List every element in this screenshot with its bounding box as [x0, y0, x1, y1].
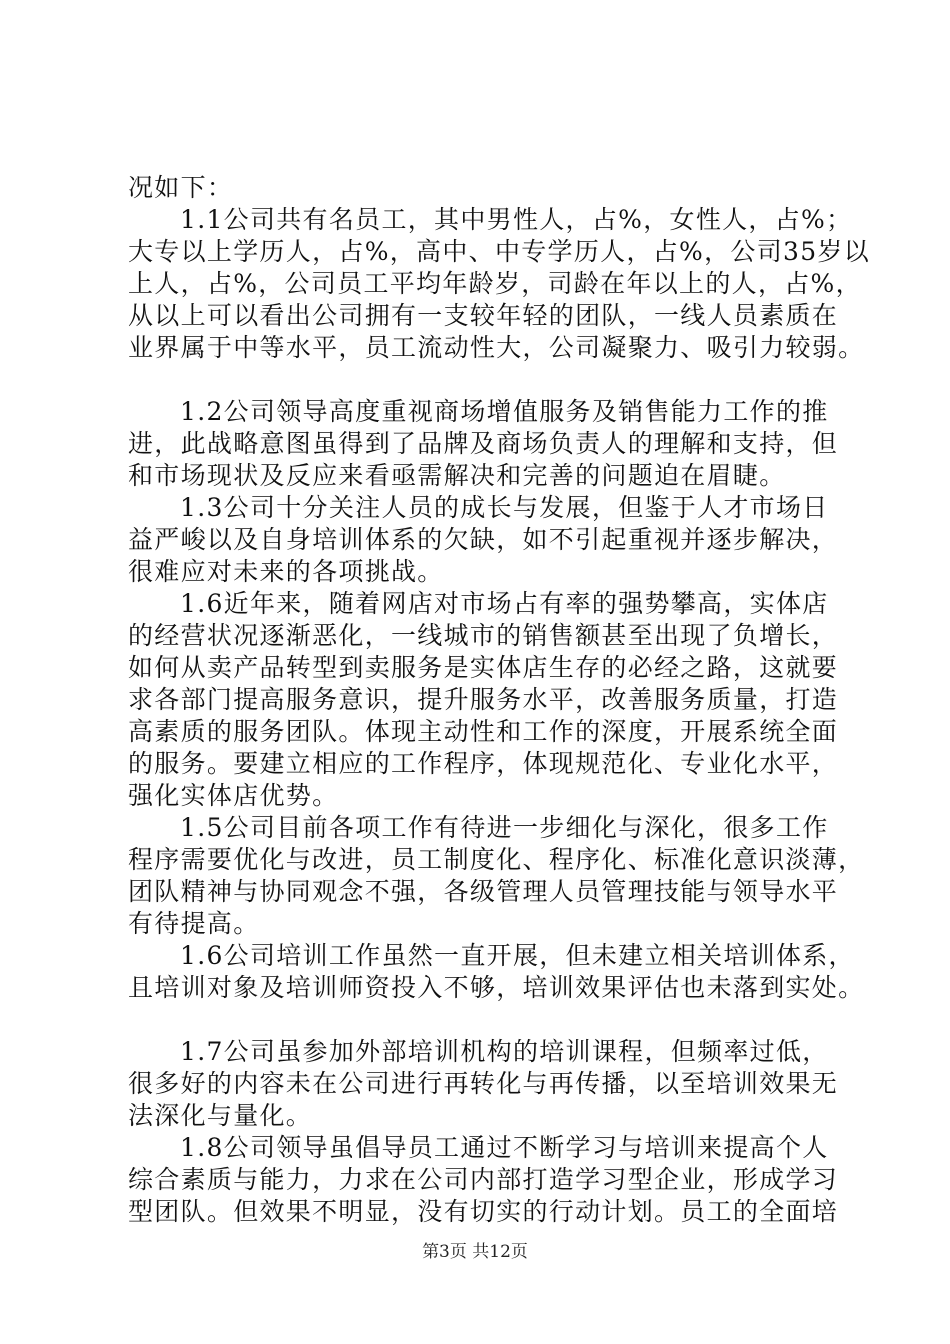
text-line: 很多好的内容未在公司进行再转化与再传播，以至培训效果无: [128, 1069, 839, 1098]
text-line: 业界属于中等水平，员工流动性大，公司凝聚力、吸引力较弱。: [128, 333, 865, 362]
text-line: 上人，占%，公司员工平均年龄岁，司龄在年以上的人，占%，: [128, 269, 862, 298]
document-body: [128, 172, 871, 1228]
text-line: 益严峻以及自身培训体系的欠缺，如不引起重视并逐步解决，: [128, 525, 839, 554]
text-line: 和市场现状及反应来看亟需解决和完善的问题迫在眉睫。: [128, 461, 786, 490]
paragraph-1-6b-line: 1.6公司培训工作虽然一直开展，但未建立相关培训体系，: [180, 941, 855, 970]
text-line: 从以上可以看出公司拥有一支较年轻的团队，一线人员素质在: [128, 301, 839, 330]
text-line: 进，此战略意图虽得到了品牌及商场负责人的理解和支持，但: [128, 429, 839, 458]
text-line: 高素质的服务团队。体现主动性和工作的深度，开展系统全面: [128, 717, 839, 746]
text-line: 法深化与量化。: [128, 1101, 313, 1130]
text-line: 的服务。要建立相应的工作程序，体现规范化、专业化水平，: [128, 749, 839, 778]
paragraph-1-7-line: 1.7公司虽参加外部培训机构的培训课程，但频率过低，: [180, 1037, 829, 1066]
text-line: 的经营状况逐渐恶化，一线城市的销售额甚至出现了负增长，: [128, 621, 839, 650]
text-line: 有待提高。: [128, 909, 260, 938]
paragraph-1-5-line: 1.5公司目前各项工作有待进一步细化与深化，很多工作: [180, 813, 829, 842]
text-line: 大专以上学历人，占%，高中、中专学历人，占%，公司35岁以: [128, 237, 871, 266]
text-line: 且培训对象及培训师资投入不够，培训效果评估也未落到实处。: [128, 973, 865, 1002]
text-line: 团队精神与协同观念不强，各级管理人员管理技能与领导水平: [128, 877, 839, 906]
paragraph-1-8-line: 1.8公司领导虽倡导员工通过不断学习与培训来提高个人: [180, 1133, 829, 1162]
text-line: 求各部门提高服务意识，提升服务水平，改善服务质量，打造: [128, 685, 839, 714]
text-line: 程序需要优化与改进，员工制度化、程序化、标准化意识淡薄，: [128, 845, 865, 874]
paragraph-1-1-line: 1.1公司共有名员工，其中男性人，占%，女性人，占%；: [180, 205, 853, 234]
text-line: 如何从卖产品转型到卖服务是实体店生存的必经之路，这就要: [128, 653, 839, 682]
text-line: 综合素质与能力，力求在公司内部打造学习型企业，形成学习: [128, 1165, 839, 1194]
paragraph-1-6-line: 1.6近年来，随着网店对市场占有率的强势攀高，实体店: [180, 589, 829, 618]
text-line: 很难应对未来的各项挑战。: [128, 557, 444, 586]
paragraph-1-3-line: 1.3公司十分关注人员的成长与发展，但鉴于人才市场日: [180, 493, 829, 522]
text-line: 型团队。但效果不明显，没有切实的行动计划。员工的全面培: [128, 1197, 839, 1226]
text-line: 强化实体店优势。: [128, 781, 339, 810]
page-number-footer: 第3页 共12页: [422, 1242, 528, 1262]
paragraph-1-2-line: 1.2公司领导高度重视商场增值服务及销售能力工作的推: [180, 397, 829, 426]
paragraph-gap: [128, 1004, 848, 1036]
text-line: 况如下：: [128, 173, 234, 202]
paragraph-gap: [128, 364, 848, 396]
